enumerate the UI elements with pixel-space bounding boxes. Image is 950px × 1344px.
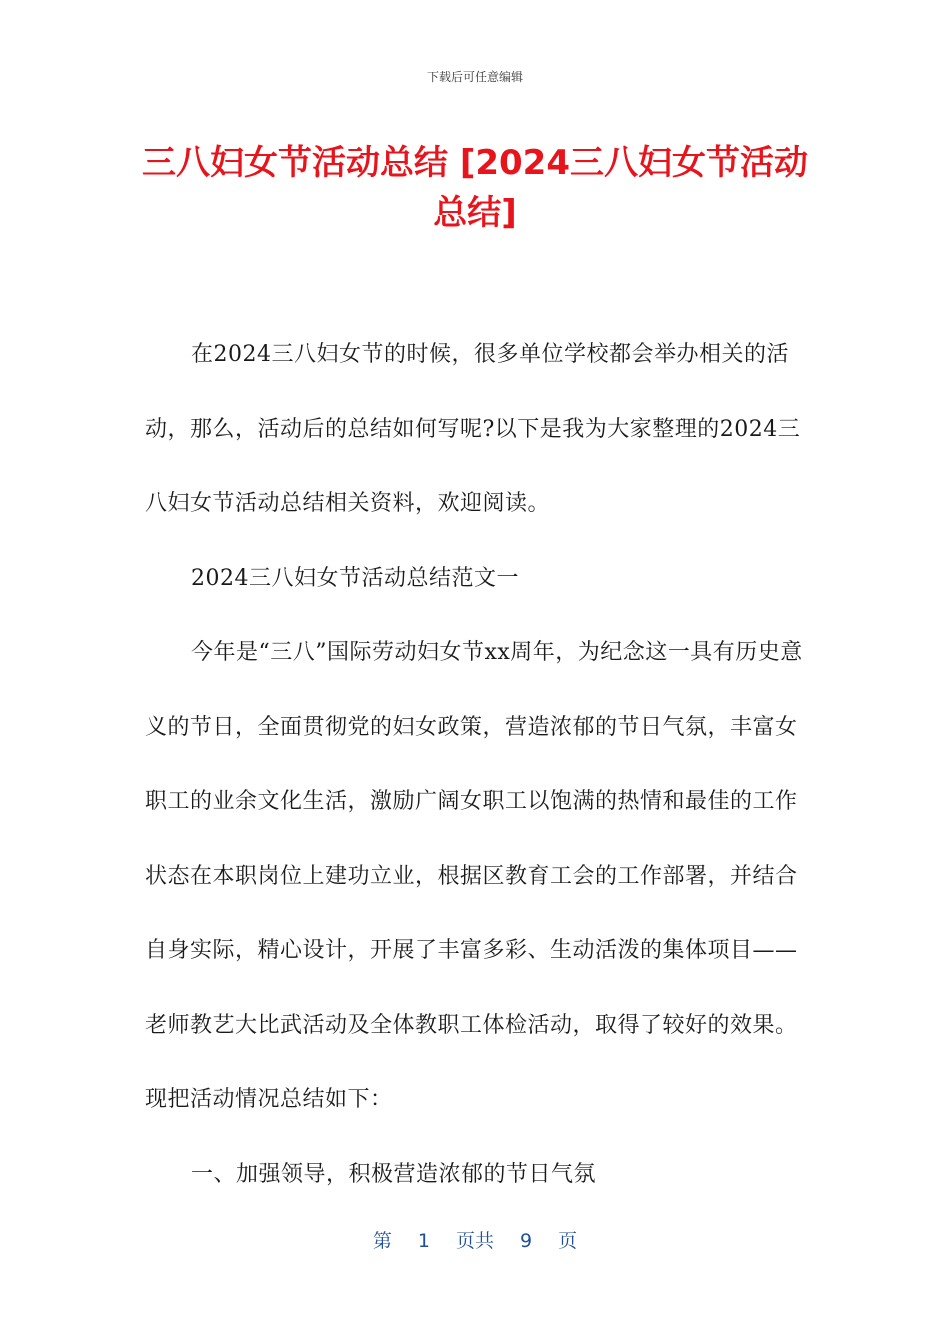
paragraph-subheading: 一、加强领导，积极营造浓郁的节日气氛 <box>191 1161 597 1187</box>
page-prefix: 第 <box>372 1230 392 1252</box>
total-pages-number: 9 <box>520 1230 533 1252</box>
paragraph-main: 今年是“三八”国际劳动妇女节xx周年，为纪念这一具有历史意义的节日，全面贯彻党的妇女政策，营造浓郁的节日气氛，丰富女职工的业余文化生活，激励广阔女职工以饱满的热情和最佳的工作状态在本职岗位上建功立业，根据区教育工会的工作部署，并结合自身实际，精心设计，开展了丰富多彩、生动活泼的集体项目——老师教艺大比武活动及全体教职工体检活动，取得了较好的效果。现把活动情况总结如下： <box>145 640 803 1112</box>
document-body <box>145 318 805 1212</box>
header-note: 下载后可任意编辑 <box>426 70 523 84</box>
current-page-number: 1 <box>417 1230 430 1252</box>
page-middle: 页共 <box>455 1230 494 1252</box>
paragraph-intro: 在2024三八妇女节的时候，很多单位学校都会举办相关的活动，那么，活动后的总结如何写呢?以下是我为大家整理的2024三八妇女节活动总结相关资料，欢迎阅读。 <box>145 342 801 516</box>
document-title: 三八妇女节活动总结 [2024三八妇女节活动总结] <box>141 143 808 233</box>
paragraph-section-heading: 2024三八妇女节活动总结范文一 <box>191 565 519 591</box>
page-suffix: 页 <box>558 1230 578 1252</box>
page-footer <box>0 1226 950 1253</box>
